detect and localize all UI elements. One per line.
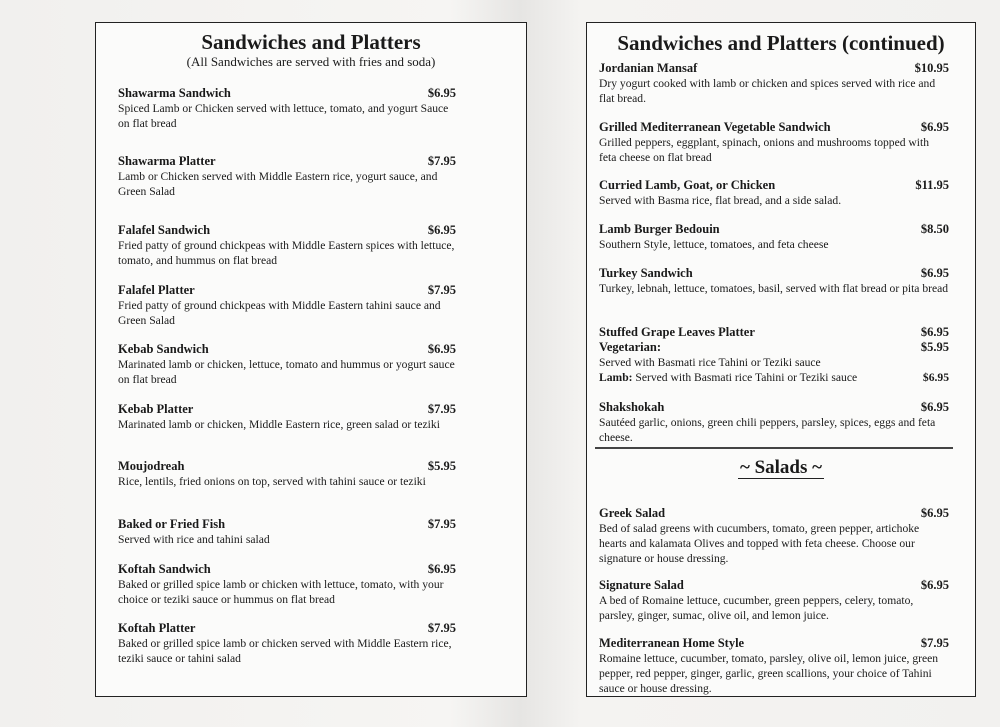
left-panel-title: Sandwiches and Platters [201,30,421,54]
salad-item [599,506,949,566]
item-description: Served with Basma rice, flat bread, and a side salad. [599,194,842,207]
item-price: $10.95 [914,61,949,75]
item-name: Koftah Platter [118,621,196,635]
lamb-description: Served with Basmati rice Tahini or Teziki sauce [635,371,858,384]
item-name: Turkey Sandwich [599,266,693,280]
item-price: $6.95 [920,325,949,339]
lamb-price: $6.95 [922,371,949,384]
item-name: Moujodreah [118,459,185,473]
item-name: Kebab Platter [118,402,194,416]
item-name: Baked or Fried Fish [118,517,226,531]
salad-item [599,578,949,623]
vegetarian-description: Served with Basmati rice Tahini or Teziki sauce [599,356,821,369]
item-name: Shakshokah [599,400,665,414]
item-name: Greek Salad [599,506,666,520]
menu-item [118,154,456,199]
item-price: $6.95 [920,400,949,414]
item-price: $7.95 [427,154,456,168]
item-description: Baked or grilled spice lamb or chicken served with Middle Eastern rice, teziki sauce or tahini salad [118,637,452,665]
item-description: Romaine lettuce, cucumber, tomato, parsley, olive oil, lemon juice, green pepper, red pepper, ginger, garlic, green scallions, your choice of Tahini sauce or house dressing. [599,652,939,695]
item-price: $6.95 [920,120,949,134]
menu-item [599,222,949,252]
item-description: Fried patty of ground chickpeas with Middle Eastern spices with lettuce, tomato, and hummus on flat bread [118,239,455,267]
item-name: Lamb Burger Bedouin [599,222,720,236]
menu-item [599,120,949,165]
item-description: Spiced Lamb or Chicken served with lettuce, tomato, and yogurt Sauce on flat bread [118,102,449,130]
item-description: Rice, lentils, fried onions on top, served with tahini sauce or teziki [118,475,426,488]
item-name: Shawarma Platter [118,154,216,168]
salads-heading [587,457,975,479]
menu-item [118,283,456,328]
item-name: Grilled Mediterranean Vegetable Sandwich [599,120,831,134]
item-price: $7.95 [427,283,456,297]
item-description: Lamb or Chicken served with Middle Eastern rice, yogurt sauce, and Green Salad [118,170,438,198]
item-description: A bed of Romaine lettuce, cucumber, green peppers, celery, tomato, parsley, ginger, sumac, olive oil, and lemon juice. [599,594,914,622]
item-price: $8.50 [920,222,949,236]
menu-item [118,223,456,268]
item-description: Sautéed garlic, onions, green chili peppers, parsley, spices, eggs and feta cheese. [599,416,936,444]
item-price: $6.95 [920,506,949,520]
item-name: Jordanian Mansaf [599,61,698,75]
left-panel-subtitle: (All Sandwiches are served with fries and soda) [186,54,436,69]
item-price: $6.95 [920,266,949,280]
menu-item [118,562,456,607]
menu-item [118,621,456,666]
item-name: Kebab Sandwich [118,342,209,356]
item-description: Marinated lamb or chicken, lettuce, tomato and hummus or yogurt sauce on flat bread [118,358,455,386]
item-name: Mediterranean Home Style [599,636,745,650]
item-name: Stuffed Grape Leaves Platter [599,325,755,339]
menu-item [118,459,456,489]
item-description: Dry yogurt cooked with lamb or chicken and spices served with rice and flat bread. [599,77,936,105]
item-price: $11.95 [915,178,949,192]
menu-item [118,342,456,387]
item-description: Grilled peppers, eggplant, spinach, onions and mushrooms topped with feta cheese on flat bread [599,136,930,164]
item-price: $7.95 [427,621,456,635]
item-description: Marinated lamb or chicken, Middle Eastern rice, green salad or teziki [118,418,440,431]
vegetarian-label: Vegetarian: [599,340,662,354]
menu-item [599,178,949,208]
item-description: Southern Style, lettuce, tomatoes, and feta cheese [599,238,829,251]
item-description: Baked or grilled spice lamb or chicken with lettuce, tomato, with your choice or teziki sauce or hummus on flat bread [118,578,444,606]
right-menu-panel [586,22,976,697]
lamb-option-row [599,370,949,385]
item-price: $6.95 [427,562,456,576]
menu-item [118,517,456,547]
lamb-label: Lamb: [599,371,633,384]
section-divider [595,447,953,449]
item-description: Served with rice and tahini salad [118,533,270,546]
item-price: $6.95 [427,86,456,100]
item-price: $6.95 [920,578,949,592]
menu-item [599,400,949,445]
item-description: Fried patty of ground chickpeas with Middle Eastern tahini sauce and Green Salad [118,299,441,327]
item-price: $6.95 [427,342,456,356]
menu-item [599,266,949,296]
item-price: $7.95 [427,517,456,531]
item-name: Shawarma Sandwich [118,86,231,100]
item-price: $6.95 [427,223,456,237]
menu-item [599,61,949,106]
item-price: $7.95 [427,402,456,416]
menu-item [118,402,456,432]
left-menu-panel [95,22,527,697]
menu-item [118,86,456,131]
item-name: Falafel Sandwich [118,223,211,237]
item-name: Koftah Sandwich [118,562,211,576]
item-name: Falafel Platter [118,283,195,297]
item-description: Turkey, lebnah, lettuce, tomatoes, basil, served with flat bread or pita bread [599,282,949,295]
salad-item [599,636,949,696]
item-price: $7.95 [920,636,949,650]
item-description: Bed of salad greens with cucumbers, tomato, green pepper, artichoke hearts and kalamata Olives and topped with feta cheese. Choose our signature or house dressing. [599,522,920,565]
item-price: $5.95 [427,459,456,473]
grape-leaves-item [599,325,949,385]
vegetarian-price: $5.95 [920,340,949,354]
salads-heading-text: ~ Salads ~ [739,457,823,478]
item-name: Signature Salad [599,578,684,592]
right-panel-title: Sandwiches and Platters (continued) [617,31,945,55]
item-name: Curried Lamb, Goat, or Chicken [599,178,776,192]
